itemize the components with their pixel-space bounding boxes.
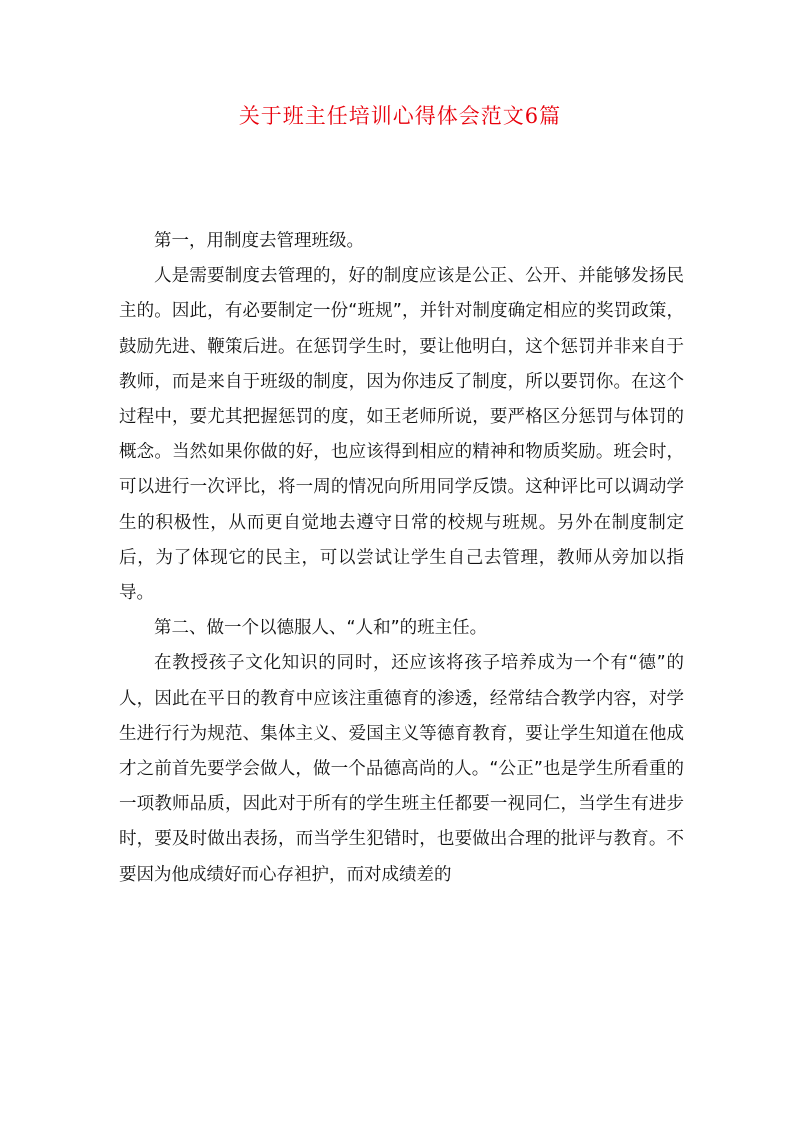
paragraph-section-1-body: 人是需要制度去管理的，好的制度应该是公正、公开、并能够发扬民主的。因此，有必要制定一份“班规”，并针对制度确定相应的奖罚政策，鼓励先进、鞭策后进。在惩罚学生时，要让他明白，这个惩罚并非来自于教师，而是来自于班级的制度，因为你违反了制度，所以要罚你。在这个过程中，要尤其把握惩罚的度，如王老师所说，要严格区分惩罚与体罚的概念。当然如果你做的好，也应该得到相应的精神和物质奖励。班会时，可以进行一次评比，将一周的情况向所用同学反馈。这种评比可以调动学生的积极性，从而更自觉地去遵守日常的校规与班规。另外在制度制定后，为了体现它的民主，可以尝试让学生自己去管理，教师从旁加以指导。 (119, 266, 684, 604)
document-title: 关于班主任培训心得体会范文6篇 (238, 104, 562, 128)
paragraph-section-2-heading: 第二、做一个以德服人、“人和”的班主任。 (154, 618, 488, 639)
paragraph-section-2-body: 在教授孩子文化知识的同时，还应该将孩子培养成为一个有“德”的人，因此在平日的教育中应该注重德育的渗透，经常结合教学内容，对学生进行行为规范、集体主义、爱国主义等德育教育，要让学生知道在他成才之前首先要学会做人，做一个品德高尚的人。“公正”也是学生所看重的一项教师品质，因此对于所有的学生班主任都要一视同仁，当学生有进步时，要及时做出表扬，而当学生犯错时，也要做出合理的批评与教育。不要因为他成绩好而心存袒护，而对成绩差的 (119, 653, 684, 885)
document-body (119, 224, 684, 893)
paragraph-section-1-heading: 第一，用制度去管理班级。 (154, 231, 364, 251)
